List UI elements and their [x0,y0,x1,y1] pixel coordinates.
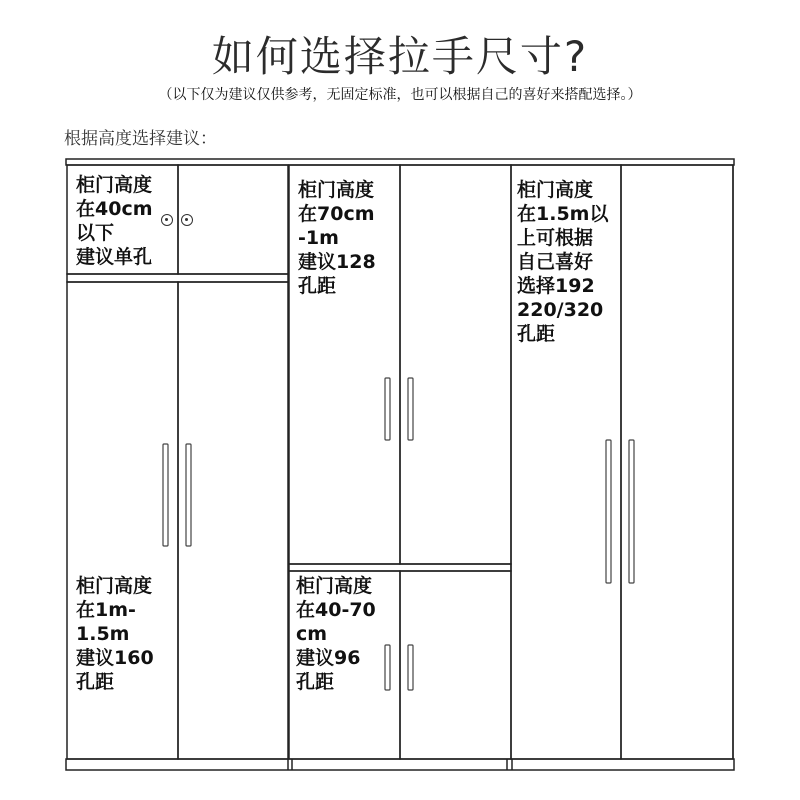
cabinet-bottom-bar [66,759,734,770]
door-mid-upper-right [400,165,511,564]
handle-96-right [408,645,413,690]
single-hole-knob-right [181,214,193,226]
page-subtitle: （以下仅为建议仅供参考，无固定标准，也可以根据自己的喜好来搭配选择。） [158,87,642,103]
single-hole-knob-left [161,214,173,226]
annotation-hole-160: 柜门高度 在1m- 1.5m 建议160 孔距 [76,575,154,693]
annotation-single-hole: 柜门高度 在40cm 以下 建议单孔 [76,174,153,268]
handle-128-left [385,378,390,440]
handle-320-right [629,440,634,583]
door-right-right [621,165,733,759]
handle-160-left [163,444,168,546]
annotation-hole-96: 柜门高度 在40-70 cm 建议96 孔距 [296,575,376,693]
annotation-hole-128: 柜门高度 在70cm -1m 建议128 孔距 [298,179,376,297]
left-shelf [67,274,288,282]
section-label: 根据高度选择建议： [64,129,217,149]
cabinet-top-bar [66,159,734,165]
page-title: 如何选择拉手尺寸? [211,32,589,81]
handle-320-left [606,440,611,583]
handle-96-left [385,645,390,690]
handle-160-right [186,444,191,546]
door-tall-right [178,282,288,759]
handle-128-right [408,378,413,440]
middle-shelf [289,564,511,571]
door-mid-lower-right [400,571,511,759]
annotation-hole-192-320: 柜门高度 在1.5m以 上可根据 自己喜好 选择192 220/320 孔距 [517,179,609,345]
door-small-right [178,165,288,274]
